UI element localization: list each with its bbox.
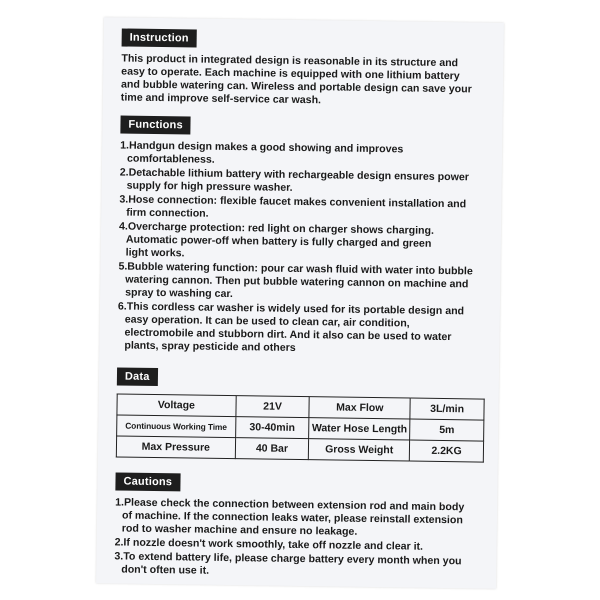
function-line: 2.Detachable lithium battery with rechargeable design ensures power bbox=[119, 166, 469, 184]
function-line: watering cannon. Then put bubble watering cannon on machine and bbox=[125, 273, 469, 291]
function-line: electromobile and stubborn dirt. And it also can be used to water bbox=[124, 326, 452, 344]
cautions-list bbox=[114, 496, 483, 581]
caution-line: of machine. If the connection leaks water, please reinstall extension bbox=[121, 509, 463, 527]
function-line: 6.This cordless car washer is widely used for its portable design and bbox=[117, 300, 465, 318]
instruction-text bbox=[121, 52, 490, 109]
spec-value: 5m bbox=[410, 419, 484, 441]
caution-line: 2.If nozzle doesn't work smoothly, take off nozzle and clear it. bbox=[114, 536, 424, 553]
instruction-sheet bbox=[96, 17, 504, 589]
function-item bbox=[119, 220, 488, 264]
spec-value: 30-40min bbox=[235, 417, 309, 439]
spec-value: 2.2KG bbox=[410, 440, 484, 462]
instruction-line: time and improve self-service car wash. bbox=[120, 91, 322, 107]
function-line: 1.Handgun design makes a good showing and improves bbox=[120, 139, 404, 156]
function-item bbox=[119, 193, 487, 224]
instruction-line: This product in integrated design is reasonable in its structure and bbox=[121, 52, 459, 70]
instruction-section bbox=[121, 27, 490, 109]
function-item bbox=[117, 300, 486, 357]
functions-heading: Functions bbox=[120, 115, 191, 134]
function-line: 3.Hose connection: flexible faucet makes convenient installation and bbox=[119, 193, 467, 211]
function-line: spray to washing car. bbox=[125, 286, 233, 301]
spec-table bbox=[116, 393, 485, 462]
spec-value: 21V bbox=[236, 396, 310, 418]
spec-value: 40 Bar bbox=[235, 438, 309, 460]
function-line: easy operation. It can be used to clean car, air condition, bbox=[124, 313, 410, 330]
caution-item bbox=[115, 496, 484, 540]
function-line: plants, spray pesticide and others bbox=[124, 339, 296, 354]
function-line: 4.Overcharge protection: red light on charger shows charging. bbox=[118, 220, 435, 237]
instruction-line: easy to operate. Each machine is equipped with one lithium battery bbox=[121, 65, 460, 83]
function-item bbox=[118, 260, 487, 304]
spec-label: Max Pressure bbox=[116, 436, 235, 459]
spec-value: 3L/min bbox=[410, 398, 484, 420]
instruction-line: and bubble watering can. Wireless and portable design can save your bbox=[120, 78, 472, 96]
function-line: light works. bbox=[125, 246, 185, 260]
cautions-section bbox=[114, 471, 483, 581]
spec-label: Water Hose Length bbox=[309, 418, 410, 440]
function-item bbox=[120, 166, 488, 197]
caution-line: 3.To extend battery life, please charge battery every month when you bbox=[114, 550, 462, 568]
cautions-heading: Cautions bbox=[115, 472, 180, 491]
caution-line: don't often use it. bbox=[121, 563, 210, 577]
caution-item bbox=[114, 550, 482, 581]
table-row bbox=[116, 436, 483, 462]
spec-label: Voltage bbox=[117, 394, 236, 417]
function-line: supply for high pressure washer. bbox=[126, 179, 293, 194]
function-line: firm connection. bbox=[126, 206, 209, 220]
data-section bbox=[116, 366, 485, 462]
data-heading: Data bbox=[117, 367, 158, 386]
function-item bbox=[120, 139, 488, 170]
spec-label: Gross Weight bbox=[309, 439, 410, 461]
function-line: comfortableness. bbox=[126, 152, 215, 166]
functions-list bbox=[117, 139, 488, 357]
caution-line: 1.Please check the connection between extension rod and main body bbox=[115, 496, 465, 514]
function-line: Automatic power-off when battery is fully charged and green bbox=[125, 233, 432, 250]
spec-label: Max Flow bbox=[309, 397, 410, 419]
function-line: 5.Bubble watering function: pour car wash fluid with water into bubble bbox=[118, 260, 473, 278]
sheet-content bbox=[114, 27, 490, 582]
caution-line: rod to washer machine and ensure no leakage. bbox=[121, 522, 358, 538]
spec-label: Continuous Working Time bbox=[117, 415, 236, 438]
functions-section bbox=[117, 114, 488, 357]
instruction-heading: Instruction bbox=[122, 28, 197, 47]
